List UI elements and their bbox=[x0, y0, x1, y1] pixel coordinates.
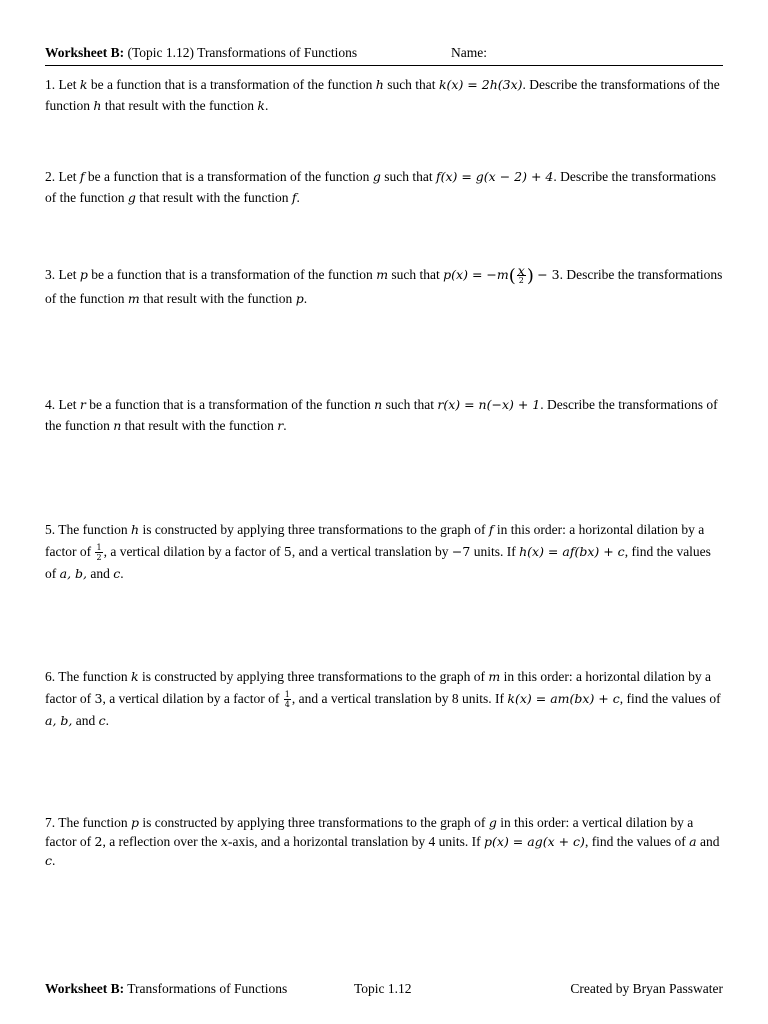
problem-1 bbox=[45, 74, 723, 116]
problem-text: , a vertical dilation by a factor of bbox=[102, 691, 280, 706]
math-var: a bbox=[689, 834, 697, 849]
math-var: h bbox=[375, 77, 384, 92]
problem-3 bbox=[45, 263, 723, 310]
math-var: p bbox=[295, 291, 304, 307]
problem-text: such that bbox=[384, 169, 433, 184]
problem-text: , find the values of bbox=[619, 691, 721, 706]
math-var: r bbox=[79, 397, 86, 412]
math-var: f bbox=[488, 522, 494, 537]
math-value: 5 bbox=[283, 544, 292, 559]
problem-text: that result with the function bbox=[143, 291, 293, 307]
fraction bbox=[284, 690, 291, 709]
math-value: 3 bbox=[94, 691, 103, 706]
problem-text: such that bbox=[387, 77, 436, 92]
problem-text: . bbox=[120, 566, 124, 581]
left-paren: ( bbox=[508, 265, 516, 287]
problem-text: be a function that is a transformation of the function bbox=[87, 169, 370, 184]
math-equation: r(x) = n(−x) + 1 bbox=[437, 397, 541, 412]
name-label: Name: bbox=[451, 45, 487, 60]
math-var: k bbox=[79, 77, 88, 92]
problem-text: and bbox=[90, 566, 110, 581]
math-var: r bbox=[277, 418, 284, 433]
footer-title bbox=[45, 980, 287, 998]
math-var: g bbox=[127, 190, 136, 205]
math-var: f bbox=[291, 190, 297, 205]
problem-6 bbox=[45, 666, 723, 732]
header-rule bbox=[45, 65, 723, 66]
fraction-numerator: x bbox=[517, 263, 525, 279]
problem-text: Let bbox=[58, 169, 77, 184]
math-equation: − 3 bbox=[537, 267, 560, 282]
problem-text: and bbox=[75, 713, 96, 728]
math-equation: f(x) = g(x − 2) + 4 bbox=[435, 169, 554, 184]
problem-text: in this order: a horizontal dilation by a factor of bbox=[45, 522, 705, 559]
math-var: a, b, bbox=[59, 566, 87, 581]
math-var: g bbox=[372, 169, 381, 184]
footer-credit: Created by Bryan Passwater bbox=[570, 981, 723, 996]
problem-number: 1. bbox=[45, 77, 56, 92]
worksheet-title-text: (Topic 1.12) Transformations of Functions bbox=[127, 45, 358, 60]
footer-title-text: Transformations of Functions bbox=[127, 981, 288, 996]
fraction-denominator: 2 bbox=[96, 553, 102, 563]
problem-5 bbox=[45, 519, 723, 585]
fraction-numerator: 1 bbox=[96, 543, 102, 553]
math-var: c bbox=[98, 713, 106, 728]
problem-7 bbox=[45, 813, 723, 870]
problem-text: -axis, and a horizontal translation by 4 units. If bbox=[227, 834, 481, 849]
problem-text: be a function that is a transformation of the function bbox=[89, 397, 371, 412]
problem-4 bbox=[45, 394, 723, 436]
problem-text: is constructed by applying three transformations to the graph of bbox=[141, 669, 485, 684]
math-var: h bbox=[93, 98, 102, 113]
problem-text: , a vertical dilation by a factor of bbox=[103, 544, 281, 559]
problem-text: units. If bbox=[473, 544, 516, 559]
problem-text: that result with the function bbox=[104, 98, 255, 113]
fraction-denominator: 4 bbox=[284, 700, 290, 710]
math-var: g bbox=[488, 815, 497, 830]
problem-2 bbox=[45, 166, 723, 208]
problem-text: The function bbox=[58, 669, 128, 684]
worksheet-label: Worksheet B: bbox=[45, 45, 125, 60]
problem-text: that result with the function bbox=[139, 190, 289, 205]
math-equation: k(x) = 2h(3x) bbox=[438, 77, 523, 92]
math-equation: h(x) = af(bx) + c bbox=[519, 544, 625, 559]
problem-text: . Describe the transformations of the function bbox=[45, 267, 723, 307]
worksheet-title bbox=[45, 44, 357, 62]
math-var: h bbox=[131, 522, 140, 537]
math-equation: p(x) = −m bbox=[443, 267, 509, 282]
problem-text: . bbox=[296, 190, 300, 205]
problem-text: . Describe the transformations of the function bbox=[45, 77, 720, 113]
math-var: k bbox=[131, 669, 139, 684]
math-var: n bbox=[374, 397, 383, 412]
math-var: f bbox=[79, 169, 85, 184]
math-var: m bbox=[488, 669, 501, 684]
math-equation: p(x) = ag(x + c) bbox=[484, 834, 585, 849]
math-var: k bbox=[257, 98, 265, 113]
problem-number: 3. bbox=[45, 267, 56, 282]
problem-text: . bbox=[264, 98, 269, 113]
problem-text: and bbox=[700, 834, 720, 849]
problem-text: . bbox=[303, 291, 308, 307]
footer-worksheet-label: Worksheet B: bbox=[45, 981, 125, 996]
problem-text: that result with the function bbox=[124, 418, 274, 433]
problem-number: 4. bbox=[45, 397, 56, 412]
problem-text: . bbox=[52, 853, 56, 868]
problem-text: The function bbox=[58, 815, 128, 830]
math-value: 2 bbox=[94, 834, 103, 849]
problem-text: , find the values of bbox=[584, 834, 686, 849]
problem-text: , and a vertical translation by 8 units. If bbox=[291, 691, 505, 706]
problem-text: . Describe the transformations of the function bbox=[45, 397, 718, 433]
problem-text: in this order: a horizontal dilation by a factor of bbox=[45, 669, 711, 706]
fraction-denominator: 2 bbox=[518, 276, 524, 286]
problem-number: 2. bbox=[45, 169, 56, 184]
math-value: −7 bbox=[451, 544, 471, 559]
problem-text: Let bbox=[58, 267, 77, 282]
problem-text: . bbox=[283, 418, 287, 433]
problem-text: , find the values of bbox=[45, 544, 711, 581]
problem-number: 5. bbox=[45, 522, 56, 537]
problem-number: 7. bbox=[45, 815, 56, 830]
math-var: p bbox=[79, 267, 88, 282]
problem-text: is constructed by applying three transformations to the graph of bbox=[142, 522, 486, 537]
right-paren: ) bbox=[526, 265, 534, 287]
problem-text: be a function that is a transformation of the function bbox=[90, 77, 373, 92]
problem-text: , a reflection over the bbox=[102, 834, 218, 849]
math-var: n bbox=[113, 418, 122, 433]
math-var: c bbox=[45, 853, 53, 868]
problem-text: in this order: a vertical dilation by a factor of bbox=[45, 815, 694, 849]
problem-text: be a function that is a transformation of the function bbox=[91, 267, 373, 282]
problem-text: is constructed by applying three transformations to the graph of bbox=[142, 815, 486, 830]
math-var: x bbox=[220, 834, 228, 849]
fraction bbox=[517, 263, 526, 286]
problem-text: , and a vertical translation by bbox=[291, 544, 449, 559]
problem-text: such that bbox=[385, 397, 434, 412]
problem-text: such that bbox=[391, 267, 440, 282]
footer-topic: Topic 1.12 bbox=[354, 981, 412, 996]
problem-text: . Describe the transformations of the function bbox=[45, 169, 717, 205]
problem-text: The function bbox=[58, 522, 128, 537]
math-equation: k(x) = am(bx) + c bbox=[507, 691, 620, 706]
math-var: m bbox=[127, 291, 140, 307]
math-var: a, b, bbox=[45, 713, 73, 728]
problem-text: Let bbox=[58, 397, 77, 412]
problem-text: Let bbox=[58, 77, 77, 92]
fraction bbox=[95, 543, 102, 562]
math-var: p bbox=[131, 815, 140, 830]
worksheet-footer bbox=[45, 980, 723, 998]
problem-number: 6. bbox=[45, 669, 56, 684]
fraction-numerator: 1 bbox=[284, 690, 290, 700]
math-var: m bbox=[376, 267, 389, 282]
math-var: c bbox=[113, 566, 121, 581]
problem-text: . bbox=[105, 713, 110, 728]
